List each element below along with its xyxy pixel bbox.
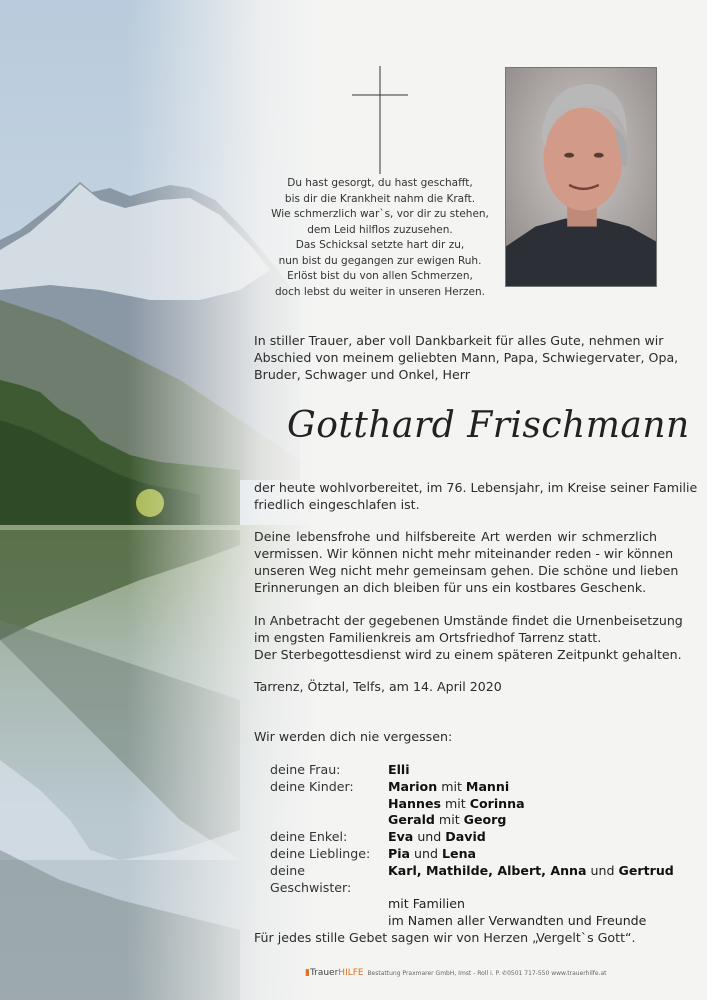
footer — [305, 968, 607, 978]
place-date — [254, 678, 657, 695]
footer-text: Bestattung Praxmarer GmbH, Imst - Roll i. P. ✆0501 717-550 www.trauerhilfe.at — [367, 970, 607, 977]
mourner-connector: mit Familien — [388, 896, 466, 912]
mourner-row — [270, 829, 674, 846]
mourner-names — [388, 913, 646, 930]
logo-accent-text: HILFE — [338, 968, 364, 978]
mourners-list — [270, 762, 674, 930]
mourner-role — [270, 812, 388, 829]
poem-line: Wie schmerzlich war`s, vor dir zu stehen, — [271, 208, 489, 220]
mourner-name: Elli — [388, 762, 410, 777]
mourner-row — [270, 896, 674, 913]
mourner-role — [270, 913, 388, 930]
text-line: friedlich eingeschlafen ist. — [254, 497, 420, 512]
mourner-name: David — [445, 829, 486, 845]
mourner-connector: und — [586, 862, 619, 878]
text-line: vermissen. Wir können nicht mehr miteinander reden - wir können — [254, 546, 674, 561]
poem-line: dem Leid hilflos zuzusehen. — [307, 223, 453, 236]
mourner-row — [270, 863, 674, 897]
mourner-row — [270, 812, 674, 829]
mourner-connector: im Namen aller Verwandten und Freunde — [388, 913, 647, 929]
mourner-role: deine Lieblinge: — [270, 845, 371, 861]
mourner-role: deine Kinder: — [270, 778, 354, 794]
intro-paragraph — [254, 332, 679, 383]
mourner-connector: mit — [437, 778, 466, 794]
text-line: Erinnerungen an dich bleiben für uns ein kostbares Geschenk. — [254, 580, 647, 595]
mourner-row — [270, 913, 674, 930]
mourner-name: Manni — [465, 778, 510, 794]
mourner-name: Gerald — [388, 812, 435, 828]
mourner-connector: mit — [441, 795, 470, 811]
text-line: der heute wohlvorbereitet, im 76. Lebensjahr, im Kreise seiner Familie — [254, 480, 698, 495]
mourner-names — [388, 829, 486, 846]
flame-icon: ▮ — [305, 968, 310, 978]
poem-line: Du hast gesorgt, du hast geschafft, — [287, 177, 473, 189]
memory-paragraph — [254, 528, 679, 596]
text-line: Abschied von meinem geliebten Mann, Papa, Schwiegervater, Opa, — [254, 350, 679, 365]
text-line: Deine lebensfrohe und hilfsbereite Art werden wir schmerzlich — [254, 529, 657, 544]
mourner-connector: und — [413, 829, 446, 845]
mourner-connector: und — [410, 845, 443, 861]
text-line: In stiller Trauer, aber voll Dankbarkeit für alles Gute, nehmen wir — [254, 333, 664, 348]
burial-paragraph — [254, 612, 683, 663]
mourner-names — [388, 846, 476, 863]
mourner-name: Georg — [463, 812, 507, 828]
poem-line: Das Schicksal setzte hart dir zu, — [295, 239, 465, 251]
mourner-names — [388, 796, 525, 813]
cross-icon — [352, 66, 408, 174]
mourner-names — [388, 812, 506, 829]
mourner-role: deine Frau: — [270, 762, 341, 777]
mourner-name: Eva — [388, 829, 414, 845]
passing-paragraph — [254, 479, 698, 513]
text-line: In Anbetracht der gegebenen Umstände findet die Urnenbeisetzung — [254, 613, 683, 628]
poem-line: bis dir die Krankheit nahm die Kraft. — [284, 192, 476, 205]
mourner-role: deine Enkel: — [270, 829, 348, 845]
logo-text: Trauer — [309, 968, 339, 978]
text-line: im engsten Familienkreis am Ortsfriedhof Tarrenz statt. — [254, 630, 602, 645]
closing-line — [254, 929, 657, 946]
poem-line: Erlöst bist du von allen Schmerzen, — [287, 270, 473, 282]
mourner-names — [388, 762, 410, 779]
mourner-name: Hannes — [388, 795, 442, 811]
mourner-names — [388, 896, 465, 913]
mourner-name: Marion — [388, 778, 438, 794]
mourner-name: Pia — [388, 845, 411, 861]
mourner-row — [270, 846, 674, 863]
mourner-name: Lena — [442, 845, 477, 861]
text-line: Der Sterbegottesdienst wird zu einem späteren Zeitpunkt gehalten. — [254, 647, 682, 662]
mourner-role: deine Geschwister: — [270, 862, 352, 895]
portrait-photo — [505, 67, 657, 287]
text-line: Tarrenz, Ötztal, Telfs, am 14. April 2020 — [254, 679, 502, 694]
text-line: Wir werden dich nie vergessen: — [254, 729, 453, 744]
text-line: unseren Weg nicht mehr gemeinsam gehen. Die schöne und lieben — [254, 563, 679, 578]
mourner-row — [270, 779, 674, 796]
mourner-connector: mit — [434, 812, 464, 828]
text-line: Für jedes stille Gebet sagen wir von Herzen „Vergelt`s Gott“. — [254, 930, 636, 945]
mourner-name: Karl, Mathilde, Albert, Anna — [388, 862, 587, 878]
mourner-role — [270, 896, 388, 913]
text-line: Bruder, Schwager und Onkel, Herr — [254, 367, 470, 382]
mourner-role — [270, 796, 388, 813]
mourner-name: Gertrud — [618, 862, 674, 878]
mourner-name: Corinna — [469, 795, 525, 811]
footer-logo — [305, 968, 364, 978]
deceased-name: Gotthard Frischmann — [287, 405, 690, 446]
mourner-row — [270, 796, 674, 813]
mourner-row — [270, 762, 674, 779]
poem — [270, 176, 490, 300]
poem-line: doch lebst du weiter in unseren Herzen. — [275, 285, 485, 298]
never-forget-heading — [254, 728, 657, 745]
poem-line: nun bist du gegangen zur ewigen Ruh. — [278, 254, 482, 267]
mourner-names — [388, 863, 674, 897]
mourner-names — [388, 779, 509, 796]
